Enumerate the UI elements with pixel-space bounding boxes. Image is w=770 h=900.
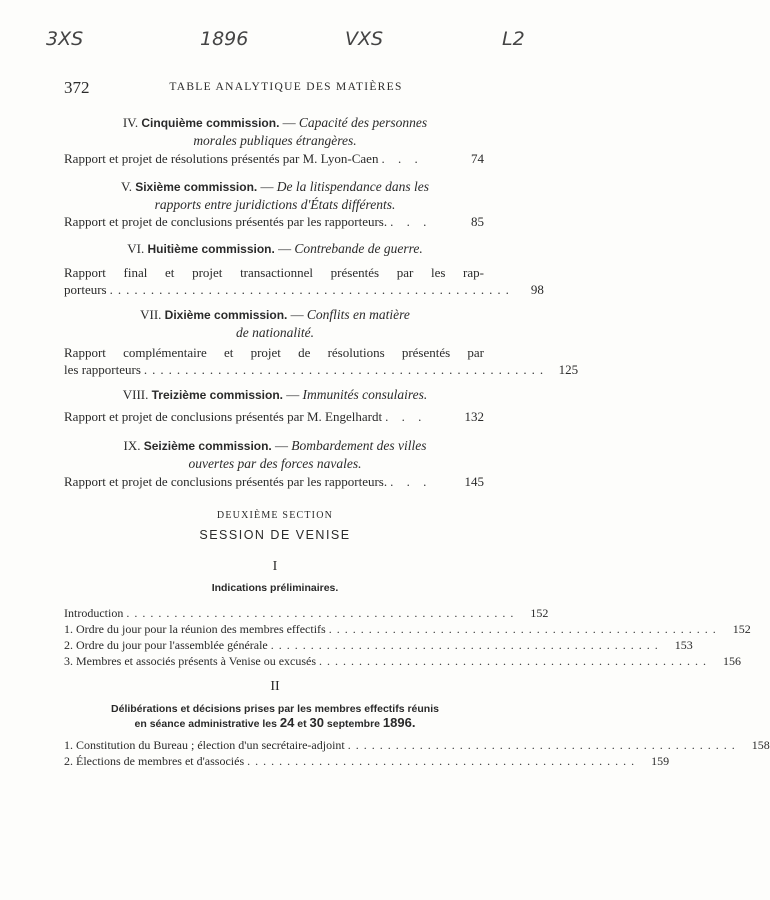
toc-entry[interactable]: 1. Ordre du jour pour la réunion des membres effectifs ................................................. 152 bbox=[64, 622, 751, 636]
toc-entry[interactable]: Introduction ................................................. 152 bbox=[64, 606, 549, 620]
running-title: TABLE ANALYTIQUE DES MATIÈRES bbox=[169, 81, 403, 93]
commission-heading: VIII. Treizième commission. — Immunités consulaires. bbox=[122, 387, 428, 402]
toc-entry[interactable]: 3. Membres et associés présents à Venise ou excusés ................................................. 156 bbox=[64, 654, 742, 668]
commission-heading: VII. Dixième commission. — Conflits en matière de nationalité. bbox=[140, 307, 410, 340]
toc-entry[interactable]: 2. Ordre du jour pour l'assemblée générale ................................................. 153 bbox=[64, 638, 693, 652]
toc-entry[interactable]: Rapport complémentaire et projet de résolutions présentés par les rapporteurs ................................................. 125 bbox=[64, 345, 579, 377]
toc-entry[interactable]: Rapport et projet de résolutions présentés par M. Lyon-Caen . . . 74 bbox=[64, 151, 484, 166]
toc-entry[interactable]: 1. Constitution du Bureau ; élection d'un secrétaire-adjoint ................................................. 158 bbox=[64, 738, 770, 752]
part-roman: II bbox=[270, 679, 280, 694]
toc-entry[interactable]: 2. Élections de membres et d'associés ................................................. 159 bbox=[64, 754, 670, 768]
toc-entry[interactable]: Rapport et projet de conclusions présentés par M. Engelhardt . . . 132 bbox=[64, 409, 484, 424]
toc-entry[interactable]: Rapport final et projet transactionnel présentés par les rap- porteurs ................................................. 98 bbox=[64, 265, 544, 297]
section-title: SESSION DE VENISE bbox=[199, 528, 351, 542]
page-number: 372 bbox=[64, 78, 90, 97]
handwritten-mark: 3XS bbox=[46, 28, 84, 50]
commission-heading: IV. Cinquième commission. — Capacité des personnes morales publiques étrangères. bbox=[122, 115, 428, 148]
commission-heading: VI. Huitième commission. — Contrebande de guerre. bbox=[127, 241, 423, 256]
handwritten-mark: VXS bbox=[345, 28, 384, 50]
part-title: Délibérations et décisions prises par les membres effectifs réunis en séance administrative les 24 et 30 septembre 1896. bbox=[111, 703, 439, 730]
commission-heading: IX. Seizième commission. — Bombardement des villes ouvertes par des forces navales. bbox=[123, 438, 427, 471]
toc-entry[interactable]: Rapport et projet de conclusions présentés par les rapporteurs. . . . 145 bbox=[64, 474, 484, 489]
toc-list-part1 bbox=[64, 605, 751, 669]
part-roman: I bbox=[272, 559, 278, 574]
section-label: DEUXIÈME SECTION bbox=[216, 510, 334, 521]
toc-entry[interactable]: Rapport et projet de conclusions présentés par les rapporteurs. . . . 85 bbox=[64, 214, 484, 229]
handwritten-mark: L2 bbox=[502, 28, 525, 50]
handwritten-year: 1896 bbox=[200, 28, 249, 50]
commission-heading: V. Sixième commission. — De la litispendance dans les rapports entre juridictions d'États différents. bbox=[120, 179, 429, 212]
part-title: Indications préliminaires. bbox=[211, 582, 339, 594]
toc-list-part2 bbox=[64, 737, 770, 769]
